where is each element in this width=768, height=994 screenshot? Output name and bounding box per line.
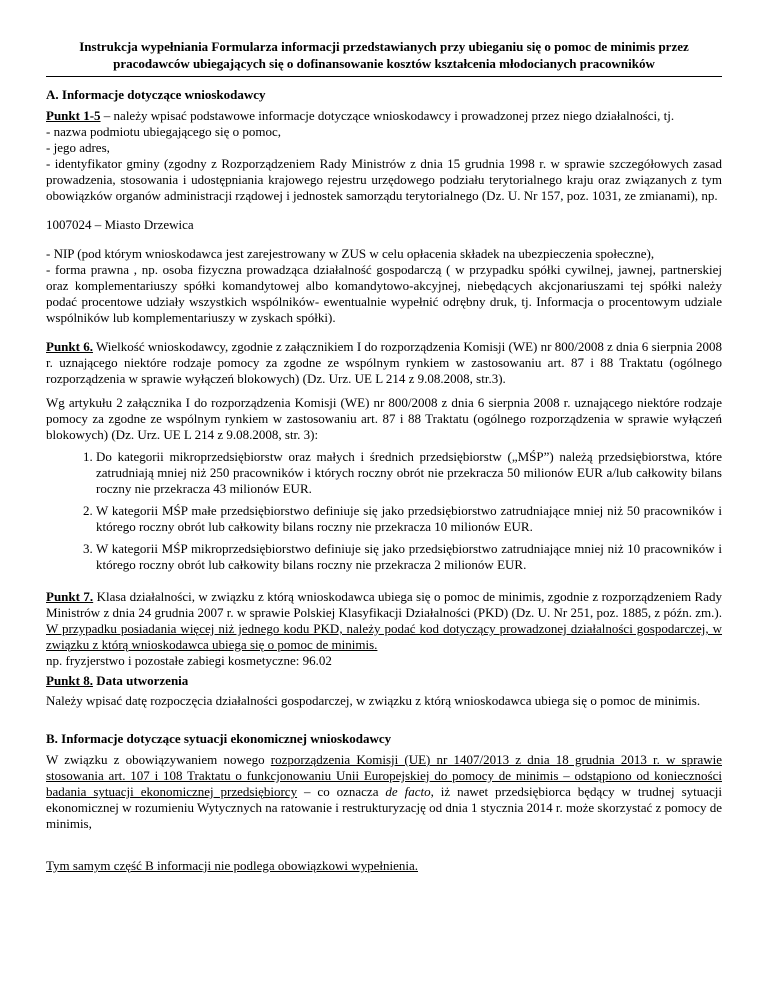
punkt-8-title: Data utworzenia bbox=[92, 673, 189, 688]
punkt-8-label: Punkt 8. bbox=[46, 673, 93, 688]
document-title bbox=[46, 38, 722, 72]
title-divider bbox=[46, 76, 722, 77]
list-item: 2. W kategorii MŚP małe przedsiębiorstwo definiuje się jako przedsiębiorstwo zatrudniające mniej niż 50 pracowników i którego roczny obrót lub całkowity bilans roczny nie przekracza 10 milionów EUR. bbox=[96, 503, 722, 535]
punkt-7-label: Punkt 7. bbox=[46, 589, 94, 604]
section-b-regulation: rozporządzenia Komisji (UE) nr 1407/2013 z dnia 18 grudnia 2013 r. w sprawie stosowania art. 107 i 108 Traktatu o funkcjonowaniu Unii Europejskiej do pomocy de minimis – odstąpiono od konieczności badania sytuacji ekonomicznej przedsiębiorcy bbox=[46, 752, 722, 799]
bullet-forma-prawna: - forma prawna , np. osoba fizyczna prowadząca działalność gospodarczą ( w przypadku spółki cywilnej, jawnej, partnerskiej oraz komplementariuszy spółki komandytowej albo komandytowo-akcyjnej, niebędących akcjonariuszami tej spółki należy podać procentowe udziały wszystkich wspólników- ewentualnie wypełnić odrębny druk, tj. Informacja o procentowym udziale wspólników lub komplementariuszy w zyskach spółki). bbox=[46, 262, 722, 325]
bullet-nip: - NIP (pod którym wnioskodawca jest zarejestrowany w ZUS w celu opłacenia składek na ubezpieczenia społeczne), bbox=[46, 246, 655, 261]
list-item: 3. W kategorii MŚP mikroprzedsiębiorstwo definiuje się jako przedsiębiorstwo zatrudniające mniej niż 10 pracowników i którego roczny obrót lub całkowity bilans roczny nie przekracza 2 milionów EUR. bbox=[96, 541, 722, 573]
wg-artykulu-text: Wg artykułu 2 załącznika I do rozporządzenia Komisji (WE) nr 800/2008 z dnia 6 sierpnia 2008 r. uznającego niektóre rodzaje pomocy za zgodne ze wspólnym rynkiem w zastosowaniu art. 87 i 88 Traktatu (ogólnego rozporządzenia w sprawie wyłączeń blokowych) (Dz. Urz. UE L 214 z 9.08.2008, str. 3): bbox=[46, 395, 722, 442]
section-b-text-before: W związku z obowiązywaniem nowego bbox=[46, 752, 271, 767]
title-line-2: pracodawców ubiegających się o dofinansowanie kosztów kształcenia młodocianych pracowników bbox=[113, 56, 655, 71]
section-b-text-mid: – co oznacza bbox=[297, 784, 386, 799]
punkt-8 bbox=[46, 673, 722, 689]
punkt-8-text: Należy wpisać datę rozpoczęcia działalności gospodarczej, w związku z którą wnioskodawca ubiega się o pomoc de minimis. bbox=[46, 693, 701, 708]
section-a-heading: A. Informacje dotyczące wnioskodawcy bbox=[46, 87, 266, 102]
punkt-1-5-text: – należy wpisać podstawowe informacje dotyczące wnioskodawcy i prowadzonej przez niego działalności, tj. bbox=[100, 108, 675, 123]
bullet-adres: - jego adres, bbox=[46, 140, 110, 155]
section-b-final-note: Tym samym część B informacji nie podlega obowiązkowi wypełnienia. bbox=[46, 858, 419, 873]
section-b-text-after: , iż nawet przedsiębiorca będący w trudnej sytuacji ekonomicznej w rozumieniu Wytycznych na ratowanie i restrukturyzację od dnia 1 stycznia 2014 r. może skorzystać z pomocy de minimis, bbox=[46, 784, 723, 831]
bullet-identyfikator: - identyfikator gminy (zgodny z Rozporządzeniem Rady Ministrów z dnia 15 grudnia 1998 r. w sprawie szczegółowych zasad prowadzenia, stosowania i udostępniania krajowego rejestru urzędowego podziału terytorialnego kraju oraz związanych z tym obowiązków organów administracji rządowej i jednostek samorządu terytorialnego (Dz. U. Nr 157, poz. 1031, ze zmianami), np. bbox=[46, 156, 722, 203]
section-b-de-facto: de facto bbox=[385, 784, 431, 799]
punkt-7-example: np. fryzjerstwo i pozostałe zabiegi kosmetyczne: 96.02 bbox=[46, 653, 332, 668]
msp-definition-list bbox=[46, 449, 722, 573]
title-line-1: Instrukcja wypełniania Formularza informacji przedstawianych przy ubieganiu się o pomoc de minimis przez bbox=[79, 39, 689, 54]
punkt-7-text: Klasa działalności, w związku z którą wnioskodawca ubiega się o pomoc de minimis, zgodnie z rozporządzeniem Rady Ministrów z dnia 24 grudnia 2007 r. w sprawie Polskiej Klasyfikacji Działalności (PKD) (Dz. U. Nr 251, poz. 1885, z późn. zm.). bbox=[46, 589, 722, 620]
punkt-1-5 bbox=[46, 108, 722, 124]
example-gmina: 1007024 – Miasto Drzewica bbox=[46, 217, 194, 232]
punkt-6 bbox=[46, 339, 722, 387]
punkt-7 bbox=[46, 589, 722, 653]
punkt-1-5-label: Punkt 1-5 bbox=[46, 108, 101, 123]
punkt-7-underlined: W przypadku posiadania więcej niż jednego kodu PKD, należy podać kod dotyczący prowadzonej działalności gospodarczej, w związku z którą wnioskodawca ubiega się o pomoc de minimis. bbox=[46, 621, 722, 652]
punkt-6-text: Wielkość wnioskodawcy, zgodnie z załącznikiem I do rozporządzenia Komisji (WE) nr 800/2008 z dnia 6 sierpnia 2008 r. uznającego niektóre rodzaje pomocy za zgodne ze wspólnym rynkiem w zastosowaniu art. 87 i 88 Traktatu (ogólnego rozporządzenia w sprawie wyłączeń blokowych) (Dz. Urz. UE L 214 z 9.08.2008, str.3). bbox=[46, 339, 722, 386]
section-b-text bbox=[46, 752, 722, 832]
bullet-nazwa: - nazwa podmiotu ubiegającego się o pomoc, bbox=[46, 124, 282, 139]
punkt-6-label: Punkt 6. bbox=[46, 339, 93, 354]
list-item: 1. Do kategorii mikroprzedsiębiorstw oraz małych i średnich przedsiębiorstw („MŚP”) należą przedsiębiorstwa, które zatrudniają mniej niż 250 pracowników i których roczny obrót nie przekracza 50 milionów EUR a/lub całkowity bilans roczny nie przekracza 43 milionów EUR. bbox=[96, 449, 722, 497]
section-b-heading: B. Informacje dotyczące sytuacji ekonomicznej wnioskodawcy bbox=[46, 731, 392, 746]
